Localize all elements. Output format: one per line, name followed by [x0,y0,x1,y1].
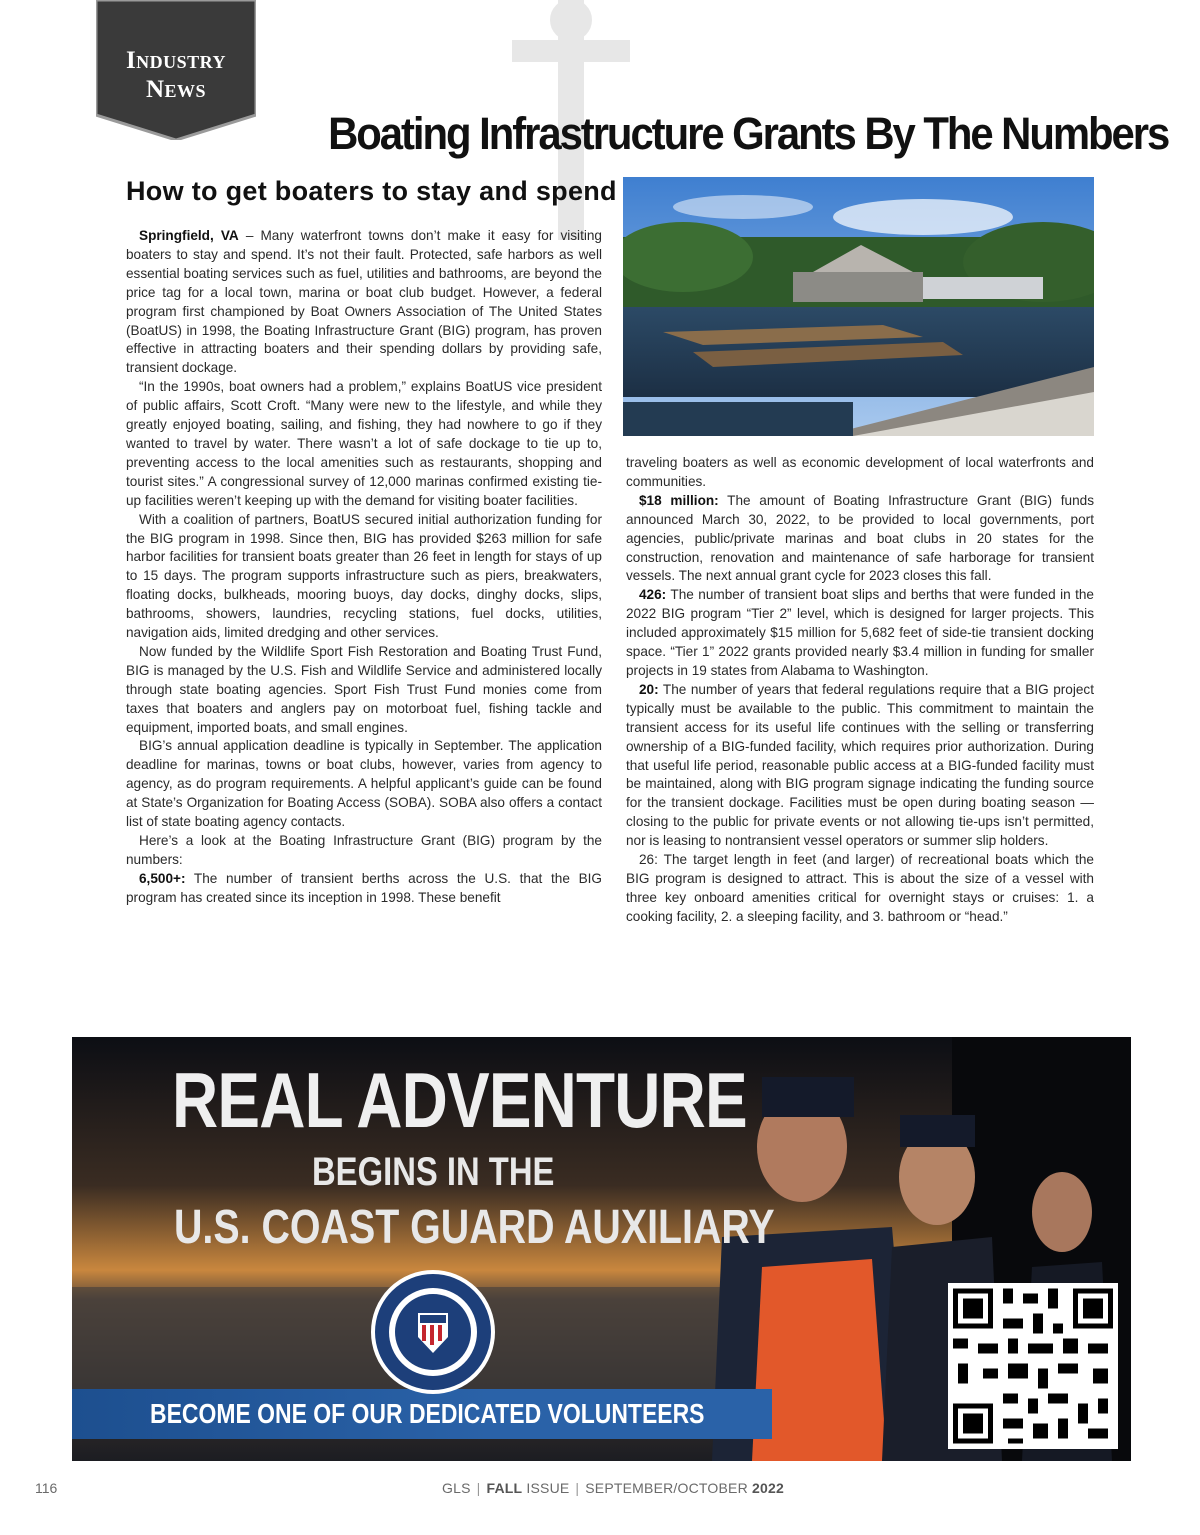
body-paragraph: “In the 1990s, boat owners had a problem,” explains BoatUS vice president of public affairs, Scott Croft. “Many were new to the lifestyle, and while they greatly enjoyed boating, sailing, and fishing, they had nowhere to go if they wanted to travel by water. There wasn’t a lot of safe dockage to tie up to, preventing access to the local amenities such as restaurants, shopping and tourist sites.” A congressional survey of 12,000 marinas confirmed existing tie-up facilities weren’t keeping up with the demand for visiting boater facilities. [126,379,602,508]
stat-label: 6,500+: [139,870,186,886]
continuation-paragraph: traveling boaters as well as economic development of local waterfronts and communities. [626,455,1094,489]
stat-paragraph: 26: The target length in feet (and larger) of recreational boats which the BIG program is designed to attract. This is about the size of a vessel with three key onboard amenities critical for overnight stays or cruises: 1. a cooking facility, 2. a sleeping facility, and 3. bathroom or “head.” [626,852,1094,924]
dateline: Springfield, VA [139,228,239,243]
qr-code-icon [948,1283,1118,1449]
body-paragraph: BIG’s annual application deadline is typically in September. The application deadline for marinas, towns or boat clubs, however, varies from agency to agency, as do program requirements. A helpful applicant’s guide can be found at State’s Organization for Boating Access (SOBA). SOBA also offers a contact list of state boating agency contacts. [126,738,602,830]
ad-org-name: U.S. COAST GUARD AUXILIARY [174,1201,775,1254]
stat-paragraph: 6,500+: The number of transient berths across the U.S. that the BIG program has created since its inception in 1998. These benefit [126,870,602,905]
footer-publication: GLS [442,1480,471,1496]
stat-label: 426: [639,587,667,603]
footer-date: SEPTEMBER/OCTOBER [585,1480,748,1496]
footer-year: 2022 [751,1480,784,1496]
stat-label: $18 million: [639,492,719,508]
body-paragraph: Now funded by the Wildlife Sport Fish Restoration and Boating Trust Fund, BIG is managed by the U.S. Fish and Wildlife Service and administered locally through state boating agencies. Sport Fish Trust Fund monies come from taxes that boaters and anglers pay on motorboat fuel, fishing tackle and equipment, imported boats, and small engines. [126,643,602,735]
article-subhead: How to get boaters to stay and spend [126,176,617,206]
article-headline: Boating Infrastructure Grants By The Numbers [328,108,1169,159]
stat-label: 20: [639,681,659,697]
footer-issue: ISSUE [526,1480,570,1496]
footer-separator: | [575,1480,580,1496]
section-label-news: News [145,76,207,103]
footer-separator: | [476,1480,481,1496]
page-number: 116 [35,1480,58,1496]
section-label-industry: Industry [125,47,227,74]
coast-guard-auxiliary-seal-icon [368,1267,498,1397]
ad-headline: REAL ADVENTURE [172,1056,747,1144]
stat-paragraph: 426: The number of transient boat slips and berths that were funded in the 2022 BIG program “Tier 2” level, which is designed for larger projects. This included approximately $15 million for 5,682 feet of side-tie transient docking space. “Tier 1” 2022 grants provided nearly $3.4 million in funding for smaller projects in 19 states from Alabama to Washington. [626,587,1094,678]
footer-publication-line [0,1480,1200,1496]
body-paragraph: Here’s a look at the Boating Infrastructure Grant (BIG) program by the numbers: [126,833,602,867]
section-badge [96,0,256,140]
ad-banner-text: BECOME ONE OF OUR DEDICATED VOLUNTEERS [150,1398,705,1429]
footer-season: FALL [486,1480,523,1496]
article-column-right [626,454,1094,927]
body-paragraph: With a coalition of partners, BoatUS secured initial authorization funding for the BIG program in 1998. Since then, BIG has provided $263 million for safe harbor facilities for transient boats greater than 26 feet in length for stays of up to 15 days. The program supports infrastructure such as piers, breakwaters, floating docks, bulkheads, mooring buoys, day docks, dinghy docks, slips, bathrooms, showers, laundries, recycling stations, fuel docks, utilities, navigation aids, limited dredging and other services. [126,511,602,641]
marina-photo [623,177,1094,436]
stat-paragraph: 20: The number of years that federal regulations require that a BIG project typically must be available to the public. This commitment to maintain the transient access for its useful life continues with the selling or transferring ownership of a BIG-funded facility, which requires prior authorization. During that useful life period, reasonable public access at a BIG-funded facility must be maintained, along with BIG program signage indicating the funding source for the transient dockage. Facilities must be open during boating season — closing to the public for private events or not allowing tie-ups isn’t permitted, nor is leasing to nontransient vessel operators or summer slip holders. [626,681,1094,849]
stat-paragraph: $18 million: The amount of Boating Infrastructure Grant (BIG) funds announced March 30, 2022, to be provided to local governments, port agencies, public/private marinas and boat clubs in 20 states for the construction, renovation and maintenance of safe harborage for transient vessels. The next annual grant cycle for 2023 closes this fall. [626,492,1094,584]
ad-subheadline: BEGINS IN THE [312,1150,555,1194]
coast-guard-auxiliary-ad [72,1037,1131,1461]
article-column-left [126,227,602,908]
lead-paragraph: Springfield, VA – Many waterfront towns don’t make it easy for visiting boaters to stay and spend. It’s not their fault. Protected, safe harbors as well essential boating services such as fuel, utilities and bathrooms, are beyond the price tag for a local town, marina or boat club budget. However, a federal program first championed by Boat Owners Association of The United States (BoatUS) in 1998, the Boating Infrastructure Grant (BIG) program, has proven effective in attracting boaters and their spending dollars by providing safe, transient dockage. [126,228,602,376]
